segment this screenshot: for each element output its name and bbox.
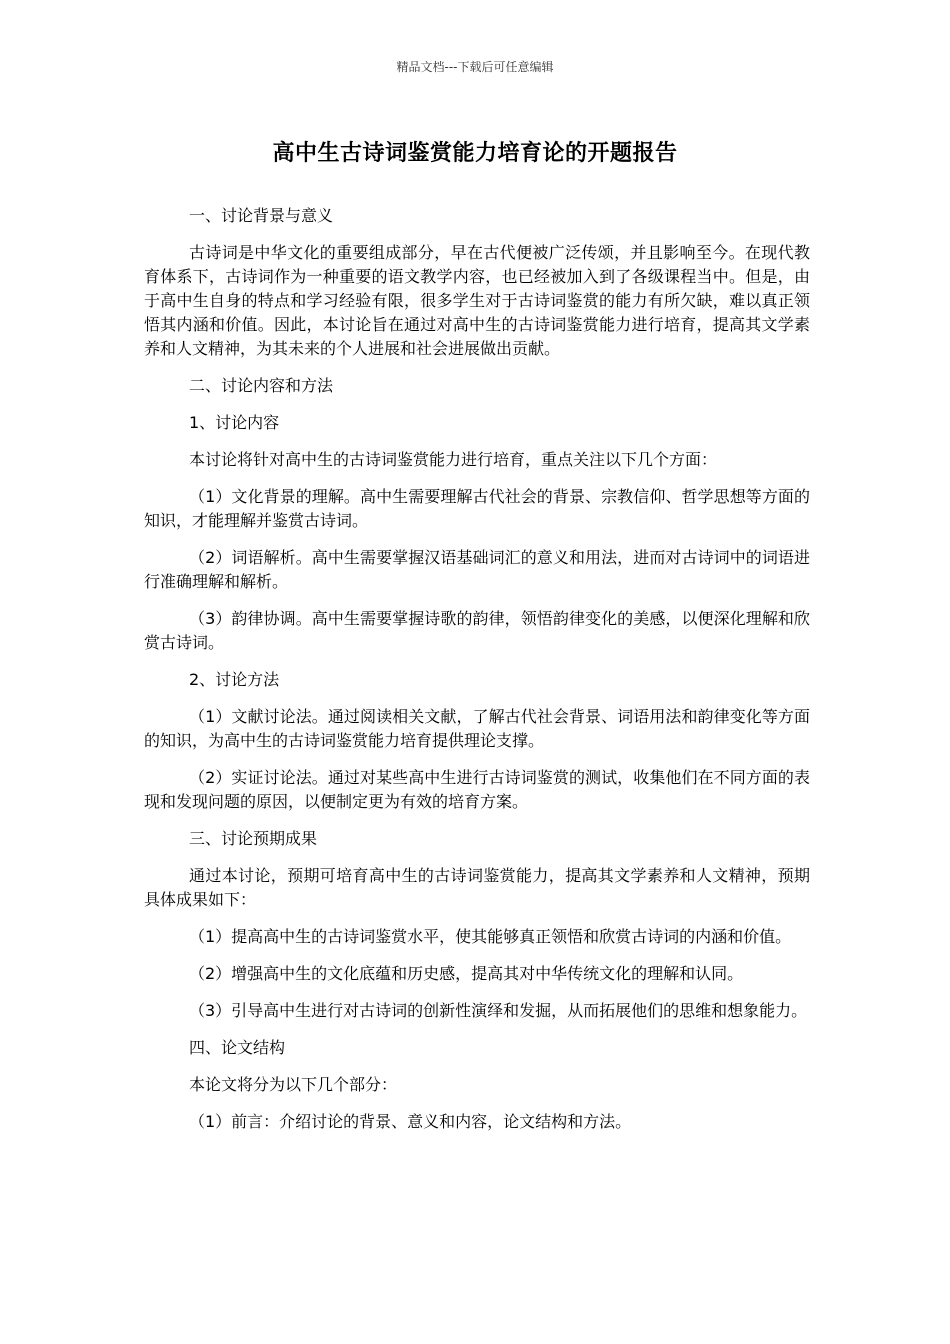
section-heading-structure: 四、论文结构 (189, 1038, 286, 1057)
list-item-result-culture: （2）增强高中生的文化底蕴和历史感，提高其对中华传统文化的理解和认同。 (189, 964, 744, 983)
subsection-heading-content: 1、讨论内容 (189, 413, 280, 432)
paragraph-content-intro: 本讨论将针对高中生的古诗词鉴赏能力进行培育，重点关注以下几个方面： (189, 450, 718, 469)
list-item-empirical-method: （2）实证讨论法。通过对某些高中生进行古诗词鉴赏的测试，收集他们在不同方面的表现和发现问题的原因，以便制定更为有效的培育方案。 (144, 768, 810, 811)
document-body (144, 204, 810, 1147)
subsection-heading-method: 2、讨论方法 (189, 670, 280, 689)
document-title: 高中生古诗词鉴赏能力培育论的开题报告 (272, 141, 678, 166)
list-item-culture: （1）文化背景的理解。高中生需要理解古代社会的背景、宗教信仰、哲学思想等方面的知识，才能理解并鉴赏古诗词。 (144, 487, 810, 530)
page-header-note: 精品文档---下载后可任意编辑 (396, 60, 554, 74)
section-heading-expected-results: 三、讨论预期成果 (189, 829, 318, 848)
section-heading-background: 一、讨论背景与意义 (189, 206, 334, 225)
list-item-literature-method: （1）文献讨论法。通过阅读相关文献，了解古代社会背景、词语用法和韵律变化等方面的知识，为高中生的古诗词鉴赏能力培育提供理论支撑。 (144, 707, 810, 750)
paragraph-background: 古诗词是中华文化的重要组成部分，早在古代便被广泛传颂，并且影响至今。在现代教育体系下，古诗词作为一种重要的语文教学内容，也已经被加入到了各级课程当中。但是，由于高中生自身的特点和学习经验有限，很多学生对于古诗词鉴赏的能力有所欠缺，难以真正领悟其内涵和价值。因此，本讨论旨在通过对高中生的古诗词鉴赏能力进行培育，提高其文学素养和人文精神，为其未来的个人进展和社会进展做出贡献。 (144, 243, 810, 358)
list-item-vocabulary: （2）词语解析。高中生需要掌握汉语基础词汇的意义和用法，进而对古诗词中的词语进行准确理解和解析。 (144, 548, 810, 591)
paragraph-expected-intro: 通过本讨论，预期可培育高中生的古诗词鉴赏能力，提高其文学素养和人文精神，预期具体成果如下： (144, 866, 810, 909)
list-item-result-innovation: （3）引导高中生进行对古诗词的创新性演绎和发掘，从而拓展他们的思维和想象能力。 (189, 1001, 808, 1020)
list-item-rhythm: （3）韵律协调。高中生需要掌握诗歌的韵律，领悟韵律变化的美感，以便深化理解和欣赏古诗词。 (144, 609, 810, 652)
section-heading-content-method: 二、讨论内容和方法 (189, 376, 334, 395)
list-item-result-appreciation: （1）提高高中生的古诗词鉴赏水平，使其能够真正领悟和欣赏古诗词的内涵和价值。 (189, 927, 792, 946)
paragraph-structure-intro: 本论文将分为以下几个部分： (189, 1075, 398, 1094)
list-item-structure-preface: （1）前言：介绍讨论的背景、意义和内容，论文结构和方法。 (189, 1112, 632, 1131)
